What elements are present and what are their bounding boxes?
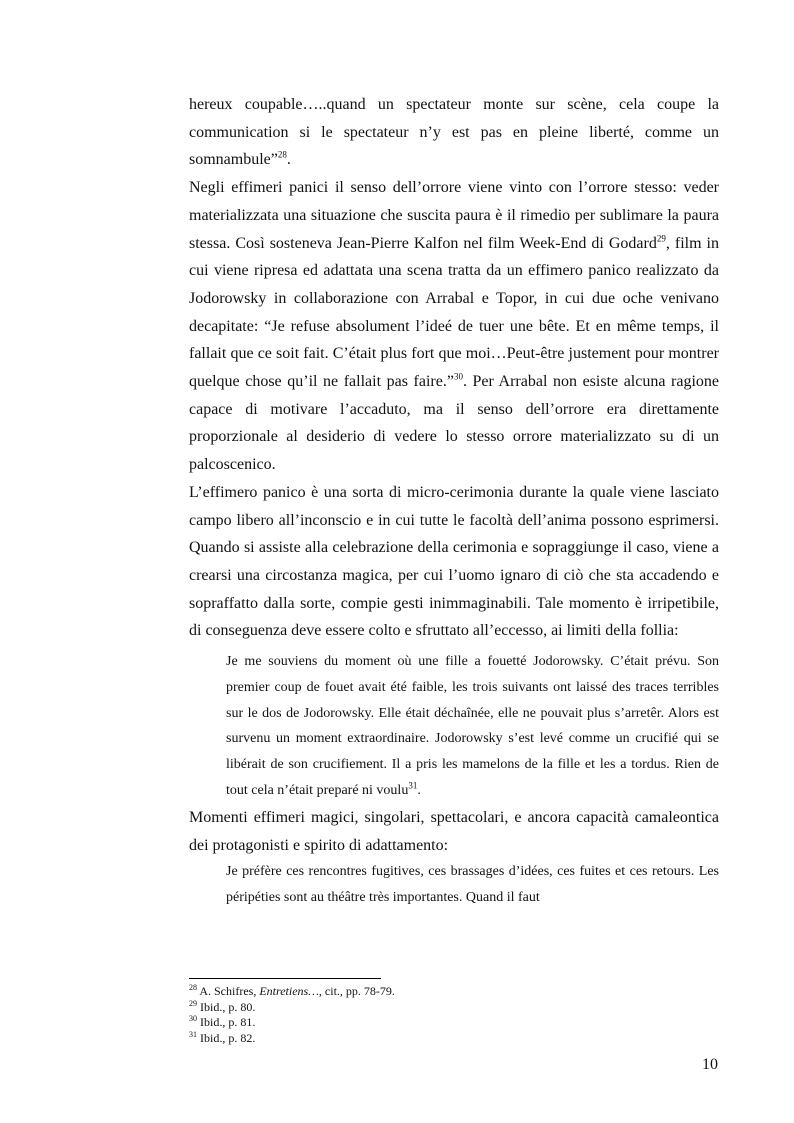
paragraph-1: hereux coupable…..quand un spectateur monte sur scène, cela coupe la communication si le spectateur n’y est pas en pleine liberté, comme un somnambule”$^{28}$. (189, 96, 719, 169)
footnote-29: $^{29}$ Ibid., p. 80. (189, 998, 256, 1014)
body-text (189, 91, 719, 911)
footnote-separator (189, 978, 381, 979)
page-number: 10 (702, 1056, 718, 1073)
footnote-ref-29[interactable]: 29 (656, 233, 666, 244)
footnote-30: $^{30}$ Ibid., p. 81. (189, 1014, 256, 1029)
paragraph-2: Negli effimeri panici il senso dell’orrore viene vinto con l’orrore stesso: veder materializzata una situazione che suscita paura è il rimedio per sublimare la paura stessa. Così sosteneva Jean-Pierre Kalfon nel film Week-End di Godard$^{29}$, film in cui viene ripresa ed adattata una scena tratta da un effimero panico realizzato da Jodorowsky in collaborazione con Arrabal e Topor, in cui due oche venivano decapitate: “Je refuse absolument l’ideé de tuer une bête. Et en même temps, il fallait que ce soit fait. C’était plus fort que moi…Peut-être justement pour montrer quelque chose qu’il ne fallait pas faire.”$^{30}$. Per Arrabal non esiste alcuna ragione capace di motivare l’accaduto, ma il senso dell’orrore era direttamente proporzionale al desiderio di vedere lo stesso orrore materializzato su di un palcoscenico. (189, 179, 720, 474)
paragraph-3: L’effimero panico è una sorta di micro-cerimonia durante la quale viene lasciato campo libero all’inconscio e in cui tutte le facoltà dell’anima possono esprimersi. Quando si assiste alla celebrazione della cerimonia e sopraggiunge il caso, viene a crearsi una circostanza magica, per cui l’uomo ignaro di ciò che sta accadendo e sopraffatto dalla sorte, compie gesti inimmaginabili. Tale momento è irripetibile, di conseguenza deve essere colto e sfruttato all’eccesso, ai limiti della follia: (189, 483, 719, 640)
footnote-ref-28[interactable]: 28 (277, 150, 287, 161)
footnote-28: $^{28}$ A. Schifres, Entretiens…, cit., pp. 78-79. (189, 983, 395, 998)
footnote-ref-31[interactable]: 31 (408, 780, 418, 791)
block-quote-2: Je préfère ces rencontres fugitives, ces brassages d’idées, ces fuites et ces retours. Les péripéties sont au théâtre très importantes. Quand il faut (226, 864, 719, 906)
paragraph-4: Momenti effimeri magici, singolari, spettacolari, e ancora capacità camaleontica dei protagonisti e spirito di adattamento: (189, 808, 719, 854)
footnotes (189, 984, 719, 1046)
footnote-ref-30[interactable]: 30 (453, 371, 463, 382)
footnote-31: $^{31}$ Ibid., p. 82. (189, 1029, 256, 1045)
block-quote-1: Je me souviens du moment où une fille a fouetté Jodorowsky. C’était prévu. Son premier coup de fouet avait été faible, les trois suivants ont laissé des traces terribles sur le dos de Jodorowsky. Elle était déchaînée, elle ne pouvait plus s’arretêr. Alors est survenu un moment extraordinaire. Jodorowsky s’est levé comme un crucifié qui se libérait de son crucifiement. Il a pris les mamelons de la fille et les a tordus. Rien de tout cela n’était preparé ni voulu$^{31}$. (226, 654, 719, 799)
